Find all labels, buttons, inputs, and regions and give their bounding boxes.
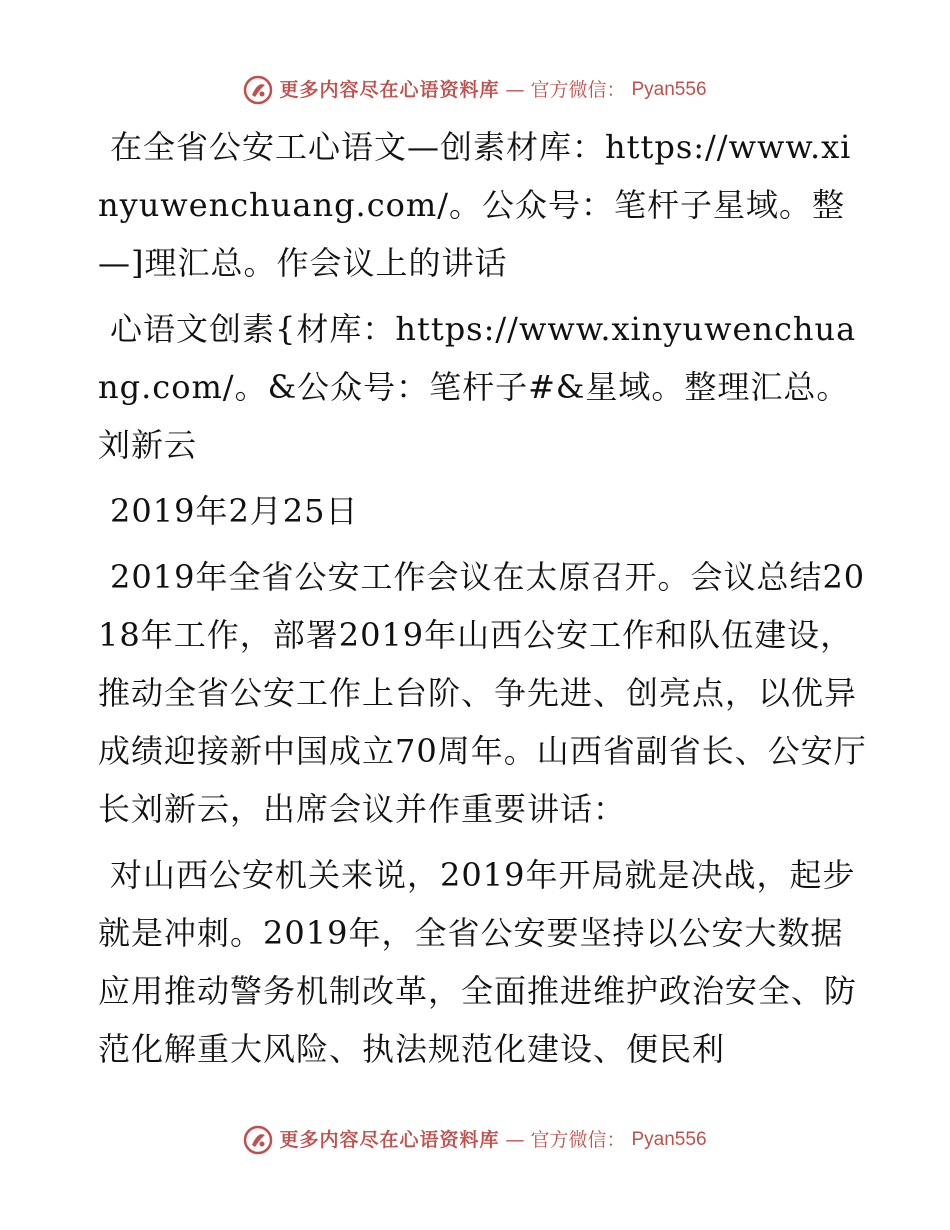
xinyu-logo-icon [243, 75, 273, 105]
footer-wechat-label: 官方微信： [530, 1129, 626, 1151]
banner-slogan: 更多内容尽在心语资料库 [279, 79, 500, 101]
document-body [98, 118, 868, 1086]
xinyu-logo-icon [243, 1125, 273, 1155]
footer-banner [0, 1122, 950, 1158]
banner-wechat-id: Pyan556 [631, 79, 707, 100]
footer-wechat-id: Pyan556 [631, 1129, 707, 1150]
banner-wechat-label: 官方微信： [530, 79, 626, 101]
footer-slogan: 更多内容尽在心语资料库 [279, 1129, 500, 1151]
header-banner [0, 72, 950, 108]
paragraph-author: 心语文创素{材库：https://www.xinyuwenchuang.com/。&公众号：笔杆子#&星域。整理汇总。刘新云 [98, 310, 857, 464]
banner-separator: — [505, 79, 525, 101]
paragraph-title: 在全省公安工心语文—创素材库：https://www.xinyuwenchuang.com/。公众号：笔杆子星域。整—]理汇总。作会议上的讲话 [98, 128, 852, 282]
paragraph-intro: 2019年全省公安工作会议在太原召开。会议总结2018年工作，部署2019年山西公安工作和队伍建设，推动全省公安工作上台阶、争先进、创亮点，以优异成绩迎接新中国成立70周年。山西省副省长、公安厅长刘新云，出席会议并作重要讲话： [98, 558, 867, 828]
paragraph-body: 对山西公安机关来说，2019年开局就是决战，起步就是冲刺。2019年，全省公安要坚持以公安大数据应用推动警务机制改革，全面推进维护政治安全、防范化解重大风险、执法规范化建设、便民利 [98, 856, 858, 1068]
footer-separator: — [505, 1129, 525, 1151]
paragraph-date: 2019年2月25日 [110, 492, 359, 530]
